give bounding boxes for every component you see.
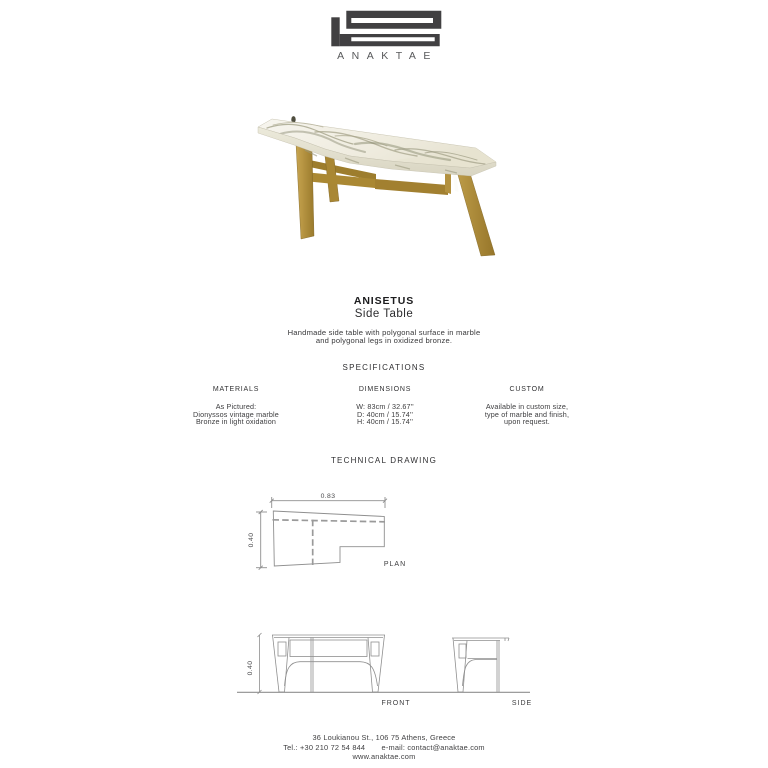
custom-header: CUSTOM <box>509 386 545 393</box>
description-line-2: and polygonal legs in oxidized bronze. <box>315 336 453 346</box>
custom-line: upon request. <box>504 417 550 427</box>
footer-address: 36 Loukianou St., 106 75 Athens, Greece <box>312 733 456 742</box>
custom-line: type of marble and finish, <box>484 409 570 419</box>
technical-drawing-title: TECHNICAL DRAWING <box>330 456 438 465</box>
materials-line: Dionyssos vintage marble <box>193 409 279 419</box>
custom-line: Available in custom size, <box>485 402 569 411</box>
plan-drawing <box>243 486 418 574</box>
materials-header: MATERIALS <box>212 386 260 393</box>
plan-depth-dim: 0.40 <box>248 532 255 548</box>
footer-email: e-mail: contact@anaktae.com <box>381 742 485 752</box>
brand-header <box>330 10 442 53</box>
plan-width-dim: 0.83 <box>320 493 336 500</box>
hidden-lines <box>273 520 386 565</box>
footer <box>0 733 768 762</box>
custom-column <box>439 386 615 426</box>
footer-website: www.anaktae.com <box>352 752 416 762</box>
dimensions-line: D: 40cm / 15.74'' <box>356 409 414 419</box>
front-label: FRONT <box>381 700 411 707</box>
anaktae-logo-icon <box>330 10 442 48</box>
product-name: ANISETUS <box>353 295 415 307</box>
dimensions-line: H: 40cm / 15.74'' <box>356 417 414 427</box>
description-line-1: Handmade side table with polygonal surface in marble <box>287 328 481 337</box>
plan-label: PLAN <box>383 561 407 568</box>
dimensions-line: W: 83cm / 32.67'' <box>356 402 414 411</box>
materials-line: Bronze in light oxidation <box>195 417 277 427</box>
specifications-title: SPECIFICATIONS <box>342 363 426 372</box>
footer-contact-line <box>0 743 768 753</box>
product-category: Side Table <box>354 308 414 320</box>
materials-line: As Pictured: <box>215 402 257 411</box>
product-photo <box>245 108 505 280</box>
product-description <box>0 329 768 346</box>
footer-tel: Tel.: +30 210 72 54 844 <box>283 742 366 752</box>
dimensions-header: DIMENSIONS <box>358 386 412 393</box>
elevation-height-dim: 0.40 <box>247 660 254 676</box>
elevation-drawing <box>228 626 538 710</box>
brand-wordmark: ANAKTAE <box>337 50 438 62</box>
marble-top <box>258 119 496 176</box>
side-label: SIDE <box>511 700 533 707</box>
